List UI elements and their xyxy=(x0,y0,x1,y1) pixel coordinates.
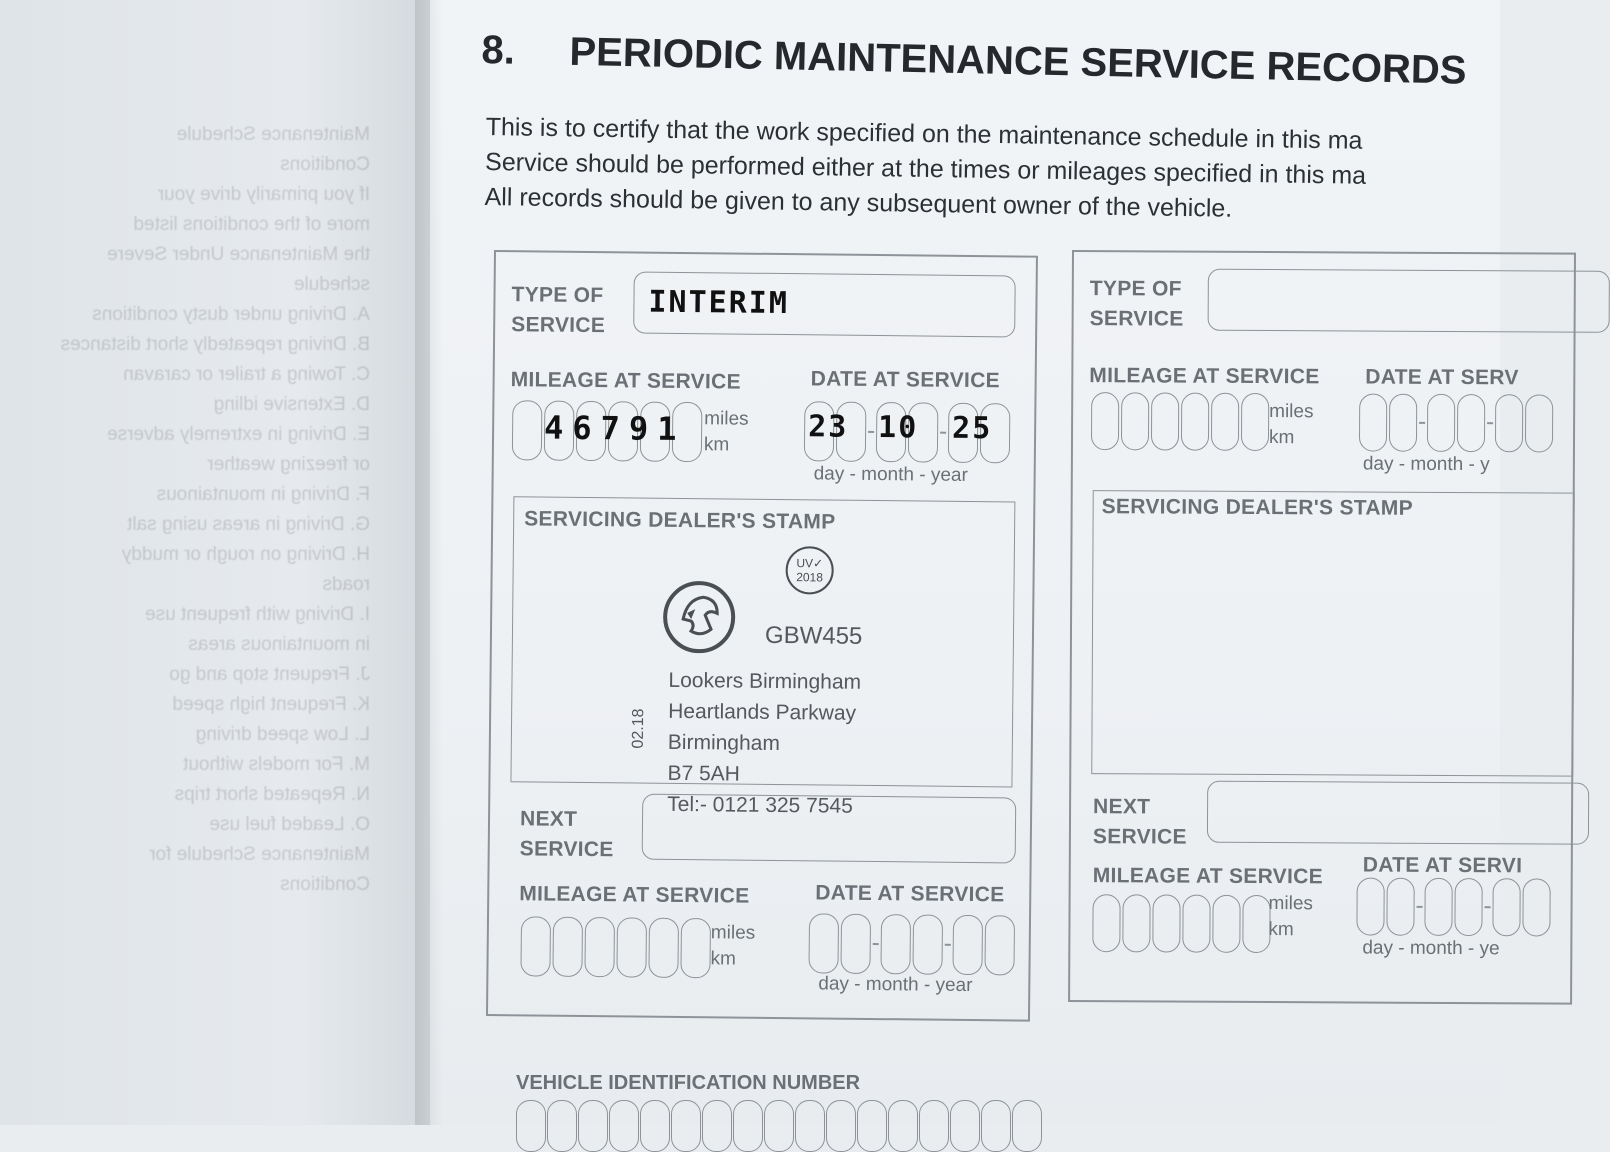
ghost-line: L. Low speed driving xyxy=(195,724,370,745)
ghost-line: H. Driving on rough or muddy xyxy=(121,544,370,565)
next-mileage-units xyxy=(710,920,755,972)
ghost-line: If you primarily drive your xyxy=(157,184,370,205)
intro-paragraph xyxy=(484,110,1516,231)
unit-miles: miles xyxy=(1268,893,1313,915)
next-service-field[interactable] xyxy=(1207,781,1589,845)
ghost-line: N. Repeated short trips xyxy=(174,784,370,805)
section-title: PERIODIC MAINTENANCE SERVICE RECORDS xyxy=(569,29,1467,93)
service-record-card-1 xyxy=(486,250,1038,1022)
next-date-digit-boxes[interactable] xyxy=(1356,877,1552,936)
next-date-format-caption: day - month - year xyxy=(818,973,973,997)
ghost-line: Maintenance Schedule for xyxy=(149,844,370,865)
unit-km: km xyxy=(703,434,730,456)
ghost-line: C. Towing a trailer or caravan xyxy=(123,364,370,385)
intro-line: This is to certify that the work specified on the maintenance schedule in this ma xyxy=(485,112,1363,155)
next-service-label xyxy=(520,804,615,865)
type-of-service-label xyxy=(1090,274,1184,334)
ghost-line: roads xyxy=(322,574,370,595)
label-line: SERVICE xyxy=(511,313,606,338)
section-number: 8. xyxy=(481,28,516,73)
book-gutter-shadow xyxy=(415,0,455,1125)
ghost-line: in mountainous areas xyxy=(188,634,370,655)
ghost-line: A. Driving under dusty conditions xyxy=(92,304,370,325)
dealer-stamp-label: SERVICING DEALER'S STAMP xyxy=(524,507,836,534)
next-mileage-label: MILEAGE AT SERVICE xyxy=(519,882,750,908)
mileage-digit-boxes[interactable] xyxy=(1091,392,1271,451)
next-service-field[interactable] xyxy=(642,794,1017,864)
handwritten-date-month: 10 xyxy=(877,410,919,446)
mileage-units xyxy=(704,406,749,458)
mileage-at-service-label: MILEAGE AT SERVICE xyxy=(510,368,741,394)
unit-km: km xyxy=(710,948,737,970)
unit-miles: miles xyxy=(704,408,749,430)
handwritten-date-year: 25 xyxy=(951,410,993,447)
handwritten-type: INTERIM xyxy=(648,284,790,322)
label-line: SERVICE xyxy=(519,837,614,862)
next-date-digit-boxes[interactable] xyxy=(808,913,1017,975)
label-line: NEXT xyxy=(1093,795,1151,819)
vin-label: VEHICLE IDENTIFICATION NUMBER xyxy=(516,1072,861,1094)
vauxhall-griffin-logo-icon xyxy=(661,579,738,656)
date-format-caption: day - month - y xyxy=(1362,453,1490,476)
intro-line: Service should be performed either at the times or mileages specified in this ma xyxy=(484,147,1367,190)
ghost-line: schedule xyxy=(293,274,370,295)
ghost-line: Conditions xyxy=(280,874,370,895)
ghost-line: J. Frequent stop and go xyxy=(169,664,370,685)
handwritten-date-day: 23 xyxy=(807,409,849,445)
date-digit-boxes[interactable] xyxy=(1359,394,1555,453)
ghost-line: I. Driving with frequent use xyxy=(145,604,370,625)
ghost-line: F. Driving in mountainous xyxy=(156,484,370,505)
ghost-line: M. For models without xyxy=(183,754,370,775)
ghost-line: Maintenance Schedule xyxy=(176,124,370,145)
address-line: Birmingham xyxy=(667,730,781,756)
next-date-format-caption: day - month - ye xyxy=(1362,937,1500,960)
next-mileage-label: MILEAGE AT SERVICE xyxy=(1092,864,1324,889)
ghost-line: more of the conditions listed xyxy=(133,214,370,235)
address-line: Heartlands Parkway xyxy=(668,699,857,725)
address-phone: Tel:- 0121 325 7545 xyxy=(667,792,853,818)
date-at-service-label: DATE AT SERVICE xyxy=(810,367,1001,393)
unit-km: km xyxy=(1268,919,1294,941)
ghost-line: B. Driving repeatedly short distances xyxy=(60,334,370,355)
unit-miles: miles xyxy=(710,922,756,944)
label-line: NEXT xyxy=(519,807,578,831)
date-format-caption: day - month - year xyxy=(813,463,968,486)
stamp-side-code: 02.18 xyxy=(629,708,648,749)
dealer-stamp-box xyxy=(510,496,1015,818)
next-mileage-digit-boxes[interactable] xyxy=(520,916,713,978)
type-of-service-field[interactable] xyxy=(1208,269,1610,333)
mileage-at-service-label: MILEAGE AT SERVICE xyxy=(1089,364,1320,389)
ghost-line: D. Extensive idling xyxy=(213,394,370,415)
unit-km: km xyxy=(1268,427,1295,449)
uv-2018-badge xyxy=(785,546,834,595)
intro-line: All records should be given to any subsequent owner of the vehicle. xyxy=(484,182,1233,223)
vin-digit-boxes[interactable] xyxy=(516,1100,1043,1152)
label-line: SERVICE xyxy=(1089,307,1184,331)
type-of-service-label xyxy=(511,280,606,341)
address-line: Lookers Birmingham xyxy=(668,668,862,694)
badge-year-text: 2018 xyxy=(796,570,824,585)
address-line: B7 5AH xyxy=(667,761,741,786)
next-date-label: DATE AT SERVICE xyxy=(815,881,1005,907)
ghost-line: Conditions xyxy=(280,154,370,175)
mileage-units xyxy=(1269,399,1314,451)
dealer-stamp-label: SERVICING DEALER'S STAMP xyxy=(1101,495,1414,520)
left-facing-page xyxy=(0,0,430,1125)
ghost-line: or freezing weather xyxy=(207,454,370,475)
ghost-line: E. Driving in extremely adverse xyxy=(107,424,370,445)
unit-miles: miles xyxy=(1269,401,1314,423)
ghost-line: K. Frequent high speed xyxy=(172,694,370,715)
right-page xyxy=(430,0,1523,1125)
label-line: TYPE OF xyxy=(1089,277,1182,301)
label-line: SERVICE xyxy=(1092,825,1187,849)
label-line: TYPE OF xyxy=(511,283,604,308)
badge-top-text: UV✓ xyxy=(796,556,824,571)
page-title xyxy=(481,28,1512,95)
bleed-through-text xyxy=(10,120,370,900)
handwritten-mileage: 46791 xyxy=(543,408,686,449)
next-mileage-units xyxy=(1268,891,1313,943)
date-at-service-label: DATE AT SERV xyxy=(1365,365,1519,390)
ghost-line: G. Driving in areas using salt xyxy=(127,514,370,535)
ghost-line: O. Leaded fuel use xyxy=(209,814,370,835)
next-service-label xyxy=(1093,792,1187,852)
next-mileage-digit-boxes[interactable] xyxy=(1092,894,1272,953)
service-record-card-2 xyxy=(1068,250,1576,1005)
dealer-code: GBW455 xyxy=(764,621,863,650)
dealer-stamp-box xyxy=(1091,490,1574,777)
next-date-label: DATE AT SERVI xyxy=(1362,853,1523,878)
ghost-line: the Maintenance Under Severe xyxy=(107,244,370,265)
type-of-service-field[interactable] xyxy=(633,271,1016,337)
